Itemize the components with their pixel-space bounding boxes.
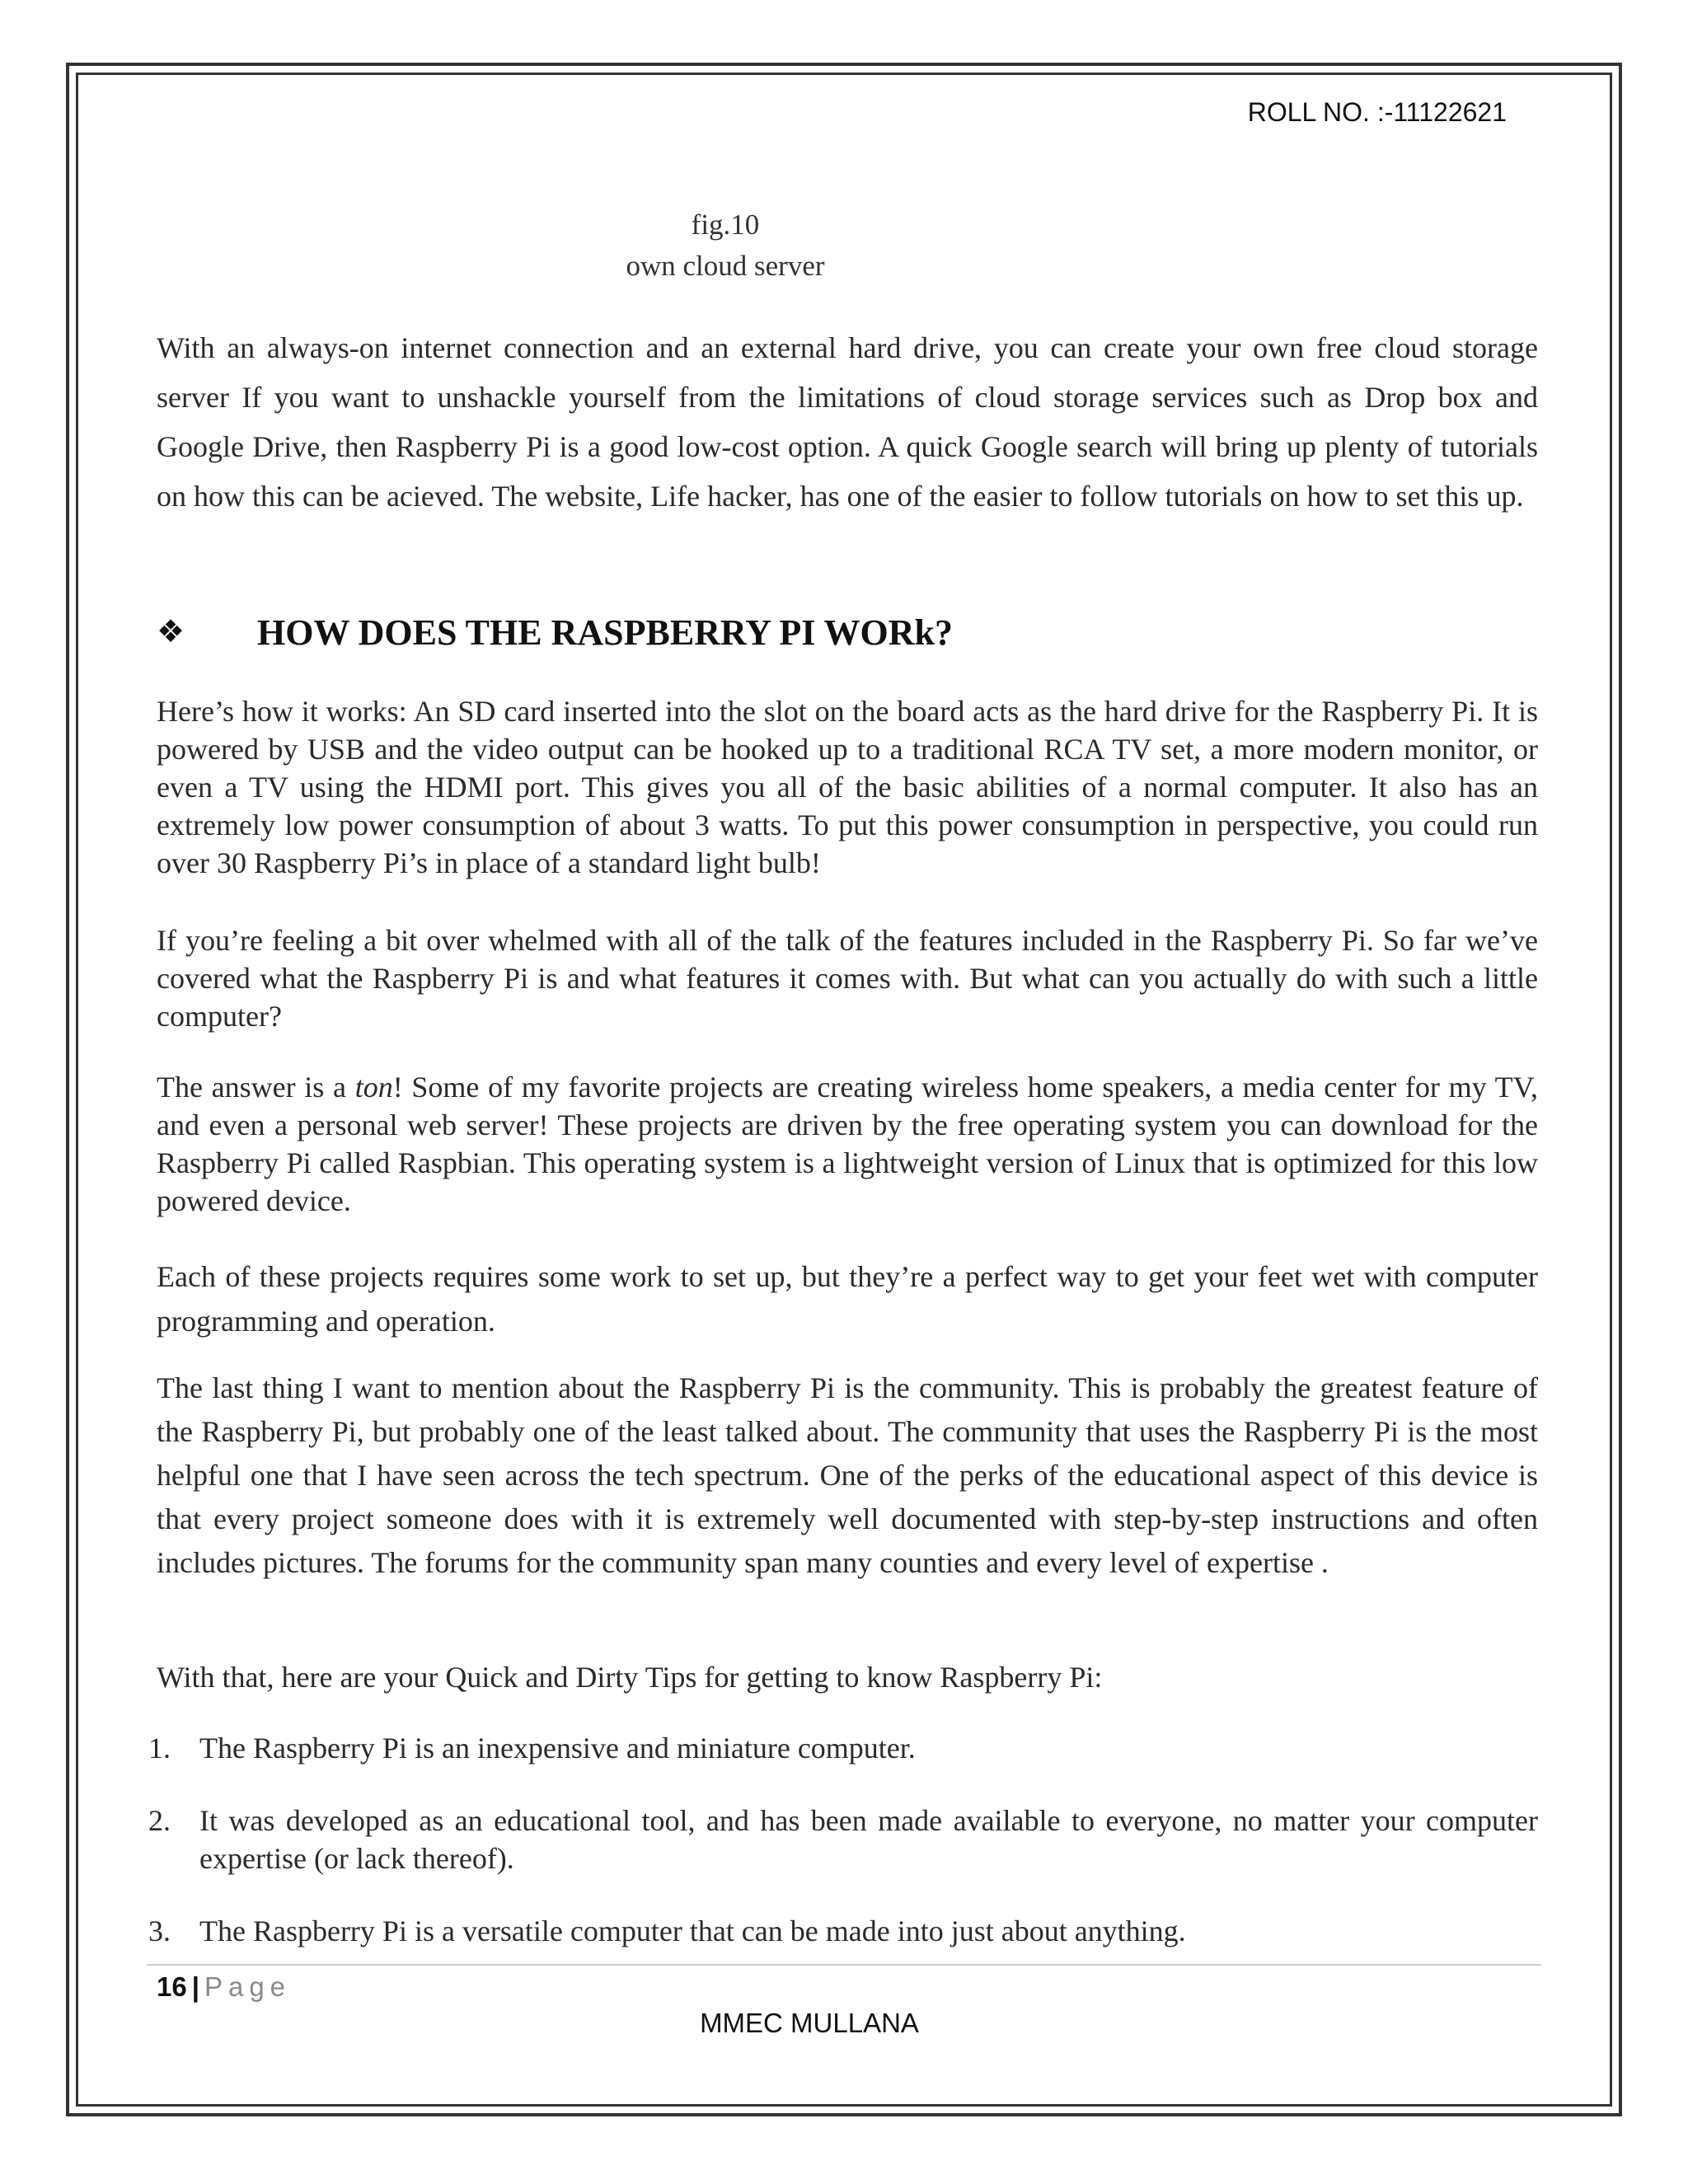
paragraph-projects — [157, 1254, 1538, 1343]
list-number: 1. — [148, 1732, 171, 1765]
paragraph-overwhelmed — [157, 921, 1538, 1035]
paragraph — [157, 1068, 1538, 1220]
paragraph: The last thing I want to mention about the Raspberry Pi is the community. This is probably the greatest feature of the Raspberry Pi, but probably one of the least talked about. The community that uses the Raspberry Pi is the most helpful one that I have seen across the tech spectrum. One of the perks of the educational aspect of this device is that every project someone does with it is extremely well documented with step-by-step instructions and often includes pictures. The forums for the community span many counties and every level of expertise . — [157, 1371, 1538, 1579]
paragraph: Each of these projects requires some work to set up, but they’re a perfect way to get your feet wet with computer programming and operation. — [157, 1260, 1538, 1338]
list-number: 3. — [148, 1915, 171, 1947]
figure-number: fig.10 — [691, 209, 760, 241]
list-text: It was developed as an educational tool, and has been made available to everyone, no matter your computer expertise (or lack thereof). — [199, 1804, 1538, 1875]
roll-number: ROLL NO. :-11122621 — [1247, 97, 1507, 127]
paragraph: With that, here are your Quick and Dirty Tips for getting to know Raspberry Pi: — [157, 1661, 1103, 1694]
paragraph-tips-intro — [157, 1658, 1538, 1696]
list-text: The Raspberry Pi is a versatile computer that can be made into just about anything. — [199, 1915, 1186, 1947]
emphasis-text: ton — [354, 1071, 393, 1104]
paragraph-text: ! Some of my favorite projects are creating wireless home speakers, a media center for my TV, and even a personal web server! These projects are driven by the free operating system you can download for the Raspberry Pi called Raspbian. This operating system is a lightweight version of Linux that is optimized for this low powered device. — [157, 1071, 1538, 1217]
figure-title: own cloud server — [626, 250, 825, 282]
footer-divider — [147, 1964, 1541, 1966]
paragraph-how-it-works — [157, 692, 1538, 882]
page-number — [157, 1971, 291, 2003]
paragraph-answer — [157, 1068, 1538, 1220]
page-separator: | — [191, 1971, 199, 2002]
list-number: 2. — [148, 1804, 171, 1837]
intro-paragraph: With an always-on internet connection and an external hard drive, you can create your own free cloud storage server If you want to unshackle yourself from the limitations of cloud storage services such as Drop box and Google Drive, then Raspberry Pi is a good low-cost option. A quick Google search will bring up plenty of tutorials on how this can be acieved. The website, Life hacker, has one of the easier to follow tutorials on how to set this up. — [157, 331, 1538, 513]
list-text: The Raspberry Pi is an inexpensive and miniature computer. — [199, 1732, 916, 1765]
paragraph: If you’re feeling a bit over whelmed with all of the talk of the features included in the Raspberry Pi. So far we’ve covered what the Raspberry Pi is and what features it comes with. But what can you actually do with such a little computer? — [157, 924, 1538, 1033]
paragraph-community — [157, 1366, 1538, 1585]
intro-section — [157, 323, 1538, 521]
diamond-bullet-icon: ❖ — [157, 613, 185, 649]
page-label: Page — [204, 1971, 292, 2002]
paragraph-text: The answer is a — [157, 1071, 355, 1104]
paragraph: Here’s how it works: An SD card inserted into the slot on the board acts as the hard drive for the Raspberry Pi. It is powered by USB and the video output can be hooked up to a traditional RCA TV set, a more modern monitor, or even a TV using the HDMI port. This gives you all of the basic abilities of a normal computer. It also has an extremely low power consumption of about 3 watts. To put this power consumption in perspective, you could run over 30 Raspberry Pi’s in place of a standard light bulb! — [157, 695, 1538, 879]
institute-name: MMEC MULLANA — [700, 2008, 919, 2038]
page-number-value: 16 — [157, 1971, 187, 2002]
section-heading-text: HOW DOES THE RASPBERRY PI WORk? — [257, 612, 954, 653]
figure-caption — [0, 204, 1451, 287]
